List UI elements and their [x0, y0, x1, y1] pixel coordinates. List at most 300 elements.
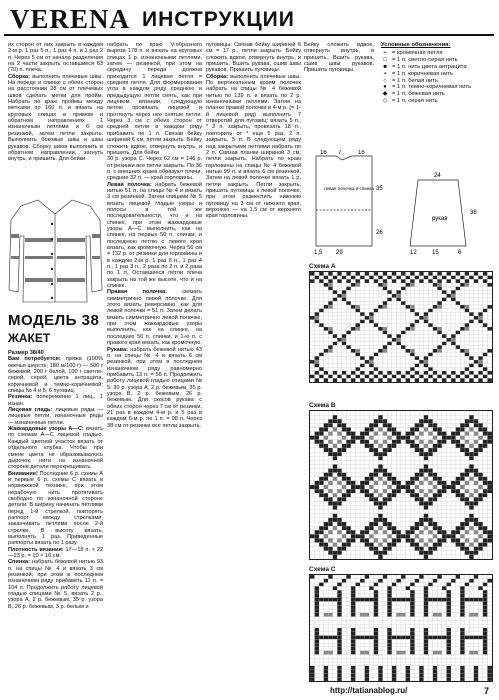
- chart-cell: [342, 323, 347, 327]
- chart-cell: [351, 331, 356, 335]
- chart-cell: [406, 440, 411, 444]
- chart-cell: [478, 609, 483, 613]
- chart-cell: [333, 294, 338, 298]
- chart-cell: [456, 353, 461, 357]
- chart-cell: [401, 547, 406, 551]
- chart-cell: [319, 555, 324, 559]
- chart-cell: [478, 323, 483, 327]
- chart-cell: [456, 609, 461, 613]
- chart-cell: [406, 272, 411, 276]
- chart-cell: [419, 651, 424, 655]
- chart-cell: [433, 538, 438, 542]
- chart-cell: [428, 338, 433, 342]
- chart-cell: [396, 290, 401, 294]
- chart-cell: [465, 530, 470, 534]
- chart-cell: [460, 301, 465, 305]
- chart-cell: [428, 555, 433, 559]
- chart-cell: [346, 356, 351, 360]
- chart-cell: [351, 353, 356, 357]
- chart-cell: [319, 298, 324, 302]
- chart-cell: [483, 518, 488, 522]
- chart-cell: [401, 360, 406, 364]
- chart-cell: [310, 590, 315, 594]
- jacquard-paragraph: Жаккардовые узоры А—С: вязать по схемам А—С лицевой гладью. Каждый цветной участок вязать от отдельного клубка. Чтобы при смене цвета не образовывалось дырочек, нити на изнаночной стороне детали перекрещивать.: [8, 426, 103, 471]
- chart-cell: [456, 617, 461, 621]
- chart-cell: [460, 367, 465, 371]
- chart-cell: [451, 334, 456, 338]
- chart-cell: [456, 590, 461, 594]
- chart-cell: [424, 543, 429, 547]
- chart-cell: [346, 602, 351, 606]
- chart-cell: [310, 415, 315, 419]
- chart-cell: [442, 594, 447, 598]
- chart-cell: [474, 538, 479, 542]
- chart-cell: [447, 331, 452, 335]
- chart-cell: [433, 514, 438, 518]
- chart-cell: [433, 583, 438, 587]
- chart-cell: [333, 334, 338, 338]
- chart-cell: [483, 356, 488, 360]
- chart-cell: [360, 375, 365, 379]
- chart-cell: [406, 613, 411, 617]
- chart-cell: [469, 651, 474, 655]
- col2-paragraph-2: 30 р. узора С. Через 62 см = 146 р. от резинки все петли закрыть. По 36 п. с внешних краев образуют плечи, средние 32 п. — край горловины.: [107, 156, 202, 182]
- chart-cell: [487, 609, 492, 613]
- back-paragraph: Спинка: набрать бежевой нитью 93 п. на спицы № 4 и вязать 3 см резинкой, при этом в последнем изнаночном ряду прибавить 11 п. = 104 п. Продолжить работу лицевой гладью спицами № 5, вязать 2 р., узора А, 2 р. бежевым, 35 р. узора В, 26 р. бежевым, 3 р. белым и: [8, 559, 103, 610]
- chart-cell: [469, 444, 474, 448]
- chart-cell: [337, 613, 342, 617]
- chart-cell: [424, 583, 429, 587]
- chart-cell: [319, 673, 324, 677]
- chart-cell: [474, 613, 479, 617]
- chart-cell: [483, 298, 488, 302]
- brand-logo: VERENA: [10, 4, 131, 34]
- legend-text: = 1 п. коричневая нить: [392, 70, 454, 77]
- chart-cell: [378, 460, 383, 464]
- chart-cell: [478, 356, 483, 360]
- chart-cell: [310, 639, 315, 643]
- chart-cell: [447, 290, 452, 294]
- chart-cell: [346, 411, 351, 415]
- chart-cell: [324, 658, 329, 662]
- chart-cell: [351, 444, 356, 448]
- chart-cell: [483, 551, 488, 555]
- chart-cell: [460, 423, 465, 427]
- chart-cell: [328, 367, 333, 371]
- chart-cell: [374, 440, 379, 444]
- chart-cell: [369, 436, 374, 440]
- chart-cell: [369, 636, 374, 640]
- chart-cell: [465, 620, 470, 624]
- chart-cell: [460, 489, 465, 493]
- chart-cell: [360, 639, 365, 643]
- chart-cell: [487, 371, 492, 375]
- chart-cell: [315, 673, 320, 677]
- chart-cell: [433, 526, 438, 530]
- chart-cell: [396, 628, 401, 632]
- chart-cell: [392, 444, 397, 448]
- chart-cell: [369, 530, 374, 534]
- chart-cell: [465, 617, 470, 621]
- chart-cell: [447, 334, 452, 338]
- chart-cell: [319, 594, 324, 598]
- chart-cell: [360, 415, 365, 419]
- chart-cell: [360, 477, 365, 481]
- chart-cell: [465, 448, 470, 452]
- chart-cell: [383, 639, 388, 643]
- chart-cell: [415, 501, 420, 505]
- chart-cell: [428, 551, 433, 555]
- chart-cell: [337, 436, 342, 440]
- chart-cell: [365, 522, 370, 526]
- chart-cell: [333, 290, 338, 294]
- chart-cell: [401, 473, 406, 477]
- chart-cell: [356, 320, 361, 324]
- chart-cell: [415, 583, 420, 587]
- chart-cell: [324, 456, 329, 460]
- chart-cell: [437, 673, 442, 677]
- chart-cell: [483, 448, 488, 452]
- chart-cell: [447, 506, 452, 510]
- chart-cell: [465, 658, 470, 662]
- chart-cell: [342, 594, 347, 598]
- chart-cell: [396, 510, 401, 514]
- chart-cell: [387, 485, 392, 489]
- chart-cell: [365, 287, 370, 291]
- chart-cell: [383, 501, 388, 505]
- chart-cell: [351, 605, 356, 609]
- sleeves-paragraph: Рукава: набрать бежевой нитью 43 п. на спицы № 4 и вязать 6 см резинкой, при этом в последнем изнаночном ряду равномерно прибавить 13 п. = 56 п. Продолжить работу лицевой гладью спицами № 5: 30 р. узора А, 2 р. бежевым, 35 р. узора В, 2 р. бежевым, 26 р. бежевым. Для скосов рукава с обеих сторон через 7 см от резинки, 21 раз в каждом 4-м р. и 5 раз в каждом 6-м р. по 1 п. = 98 п. Через 38 см от резинки все петли закрыть.: [107, 346, 202, 429]
- chart-cell: [451, 312, 456, 316]
- chart-cell: [456, 444, 461, 448]
- chart-cell: [337, 510, 342, 514]
- chart-cell: [396, 670, 401, 674]
- chart-cell: [483, 583, 488, 587]
- chart-cell: [460, 485, 465, 489]
- chart-cell: [465, 276, 470, 280]
- chart-cell: [383, 602, 388, 606]
- chart-cell: [478, 305, 483, 309]
- chart-cell: [369, 473, 374, 477]
- chart-cell: [337, 298, 342, 302]
- chart-cell: [319, 666, 324, 670]
- chart-cell: [456, 276, 461, 280]
- chart-cell: [433, 575, 438, 579]
- chart-cell: [478, 353, 483, 357]
- chart-cell: [356, 477, 361, 481]
- chart-cell: [442, 469, 447, 473]
- chart-cell: [342, 312, 347, 316]
- chart-cell: [378, 526, 383, 530]
- chart-cell: [310, 375, 315, 379]
- chart-cell: [478, 493, 483, 497]
- chart-cell: [460, 356, 465, 360]
- chart-cell: [469, 309, 474, 313]
- footer-url[interactable]: http://tatianablog.ru/: [330, 686, 408, 695]
- chart-cell: [460, 371, 465, 375]
- chart-cell: [396, 448, 401, 452]
- chart-cell: [410, 579, 415, 583]
- chart-cell: [469, 432, 474, 436]
- chart-cell: [460, 440, 465, 444]
- chart-cell: [419, 658, 424, 662]
- chart-cell: [433, 586, 438, 590]
- chart-cell: [383, 506, 388, 510]
- chart-cell: [378, 440, 383, 444]
- chart-cell: [396, 662, 401, 666]
- chart-cell: [401, 323, 406, 327]
- page-title: ИНСТРУКЦИИ: [142, 8, 295, 31]
- chart-cell: [374, 464, 379, 468]
- chart-cell: [410, 353, 415, 357]
- chart-cell: [447, 448, 452, 452]
- chart-cell: [360, 497, 365, 501]
- chart-cell: [360, 609, 365, 613]
- chart-cell: [478, 290, 483, 294]
- chart-cell: [460, 312, 465, 316]
- chart-cell: [410, 419, 415, 423]
- chart-cell: [401, 456, 406, 460]
- chart-cell: [460, 497, 465, 501]
- chart-cell: [433, 489, 438, 493]
- chart-cell: [360, 290, 365, 294]
- chart-cell: [487, 448, 492, 452]
- chart-cell: [474, 327, 479, 331]
- chart-cell: [433, 331, 438, 335]
- chart-cell: [369, 673, 374, 677]
- chart-cell: [365, 658, 370, 662]
- chart-cell: [483, 452, 488, 456]
- chart-cell: [437, 452, 442, 456]
- chart-cell: [342, 651, 347, 655]
- chart-cell: [369, 602, 374, 606]
- chart-cell: [374, 613, 379, 617]
- chart-cell: [415, 514, 420, 518]
- chart-cell: [392, 617, 397, 621]
- chart-cell: [433, 349, 438, 353]
- chart-cell: [419, 440, 424, 444]
- chart-cell: [315, 555, 320, 559]
- chart-cell: [324, 538, 329, 542]
- chart-cell: [342, 460, 347, 464]
- chart-cell: [442, 419, 447, 423]
- chart-cell: [483, 287, 488, 291]
- chart-cell: [356, 473, 361, 477]
- chart-cell: [433, 436, 438, 440]
- chart-cell: [447, 555, 452, 559]
- chart-cell: [319, 605, 324, 609]
- label-shoulder-a: 16: [320, 150, 327, 156]
- chart-cell: [401, 575, 406, 579]
- chart-cell: [333, 632, 338, 636]
- chart-cell: [387, 602, 392, 606]
- chart-cell: [378, 432, 383, 436]
- rib-paragraph: Резинка: попеременно 1 лиц., 1 изнан.: [8, 394, 103, 407]
- chart-cell: [324, 279, 329, 283]
- chart-cell: [342, 602, 347, 606]
- chart-cell: [474, 301, 479, 305]
- chart-cell: [478, 677, 483, 681]
- chart-cell: [346, 579, 351, 583]
- chart-cell: [428, 276, 433, 280]
- chart-cell: [360, 506, 365, 510]
- chart-cell: [328, 427, 333, 431]
- chart-cell: [465, 590, 470, 594]
- chart-cell: [487, 514, 492, 518]
- chart-cell: [433, 320, 438, 324]
- chart-cell: [324, 452, 329, 456]
- chart-cell: [483, 481, 488, 485]
- chart-cell: [460, 670, 465, 674]
- chart-cell: [469, 419, 474, 423]
- chart-cell: [487, 342, 492, 346]
- chart-cell: [460, 598, 465, 602]
- chart-cell: [337, 312, 342, 316]
- chart-cell: [419, 444, 424, 448]
- chart-cell: [369, 666, 374, 670]
- chart-cell: [346, 309, 351, 313]
- chart-cell: [328, 489, 333, 493]
- chart-cell: [387, 628, 392, 632]
- chart-cell: [456, 579, 461, 583]
- chart-cell: [319, 290, 324, 294]
- chart-cell: [392, 506, 397, 510]
- chart-cell: [442, 323, 447, 327]
- chart-cell: [319, 287, 324, 291]
- chart-cell: [365, 547, 370, 551]
- chart-cell: [319, 534, 324, 538]
- chart-cell: [415, 283, 420, 287]
- chart-cell: [383, 651, 388, 655]
- chart-cell: [324, 543, 329, 547]
- chart-cell: [401, 579, 406, 583]
- chart-cell: [456, 460, 461, 464]
- chart-cell: [360, 371, 365, 375]
- chart-cell: [337, 598, 342, 602]
- chart-cell: [428, 469, 433, 473]
- chart-cell: [451, 543, 456, 547]
- chart-cell: [392, 323, 397, 327]
- chart-cell: [342, 448, 347, 452]
- chart-cell: [483, 411, 488, 415]
- chart-cell: [387, 655, 392, 659]
- chart-cell: [378, 493, 383, 497]
- chart-cell: [456, 624, 461, 628]
- chart-cell: [410, 609, 415, 613]
- chart-cell: [451, 670, 456, 674]
- chart-cell: [356, 371, 361, 375]
- chart-cell: [465, 598, 470, 602]
- chart-cell: [442, 551, 447, 555]
- chart-cell: [487, 309, 492, 313]
- chart-cell: [374, 294, 379, 298]
- chart-cell: [369, 287, 374, 291]
- chart-cell: [310, 666, 315, 670]
- chart-cell: [451, 609, 456, 613]
- chart-cell: [315, 415, 320, 419]
- chart-cell: [451, 279, 456, 283]
- chart-cell: [419, 620, 424, 624]
- chart-cell: [428, 423, 433, 427]
- chart-cell: [433, 469, 438, 473]
- chart-cell: [474, 594, 479, 598]
- chart-cell: [410, 632, 415, 636]
- chart-cell: [415, 323, 420, 327]
- chart-cell: [415, 419, 420, 423]
- chart-cell: [387, 375, 392, 379]
- chart-cell: [415, 586, 420, 590]
- chart-cell: [346, 534, 351, 538]
- chart-cell: [387, 283, 392, 287]
- chart-cell: [310, 353, 315, 357]
- chart-cell: [337, 590, 342, 594]
- chart-cell: [396, 323, 401, 327]
- chart-cell: [433, 530, 438, 534]
- chart-cell: [351, 279, 356, 283]
- chart-cell: [392, 609, 397, 613]
- chart-cell: [419, 415, 424, 419]
- legend-item: [381, 57, 493, 64]
- chart-cell: [392, 670, 397, 674]
- chart-cell: [483, 323, 488, 327]
- chart-cell: [442, 651, 447, 655]
- chart-cell: [410, 448, 415, 452]
- chart-cell: [310, 538, 315, 542]
- chart-cell: [483, 360, 488, 364]
- chart-cell: [346, 353, 351, 357]
- chart-cell: [328, 518, 333, 522]
- chart-cell: [410, 598, 415, 602]
- chart-cell: [424, 301, 429, 305]
- chart-cell: [360, 411, 365, 415]
- chart-cell: [442, 415, 447, 419]
- page-header: [4, 2, 374, 32]
- chart-cell: [428, 639, 433, 643]
- chart-cell: [383, 456, 388, 460]
- chart-cell: [451, 456, 456, 460]
- chart-cell: [469, 518, 474, 522]
- chart-cell: [451, 555, 456, 559]
- chart-cell: [460, 364, 465, 368]
- chart-cell: [410, 367, 415, 371]
- chart-cell: [456, 594, 461, 598]
- chart-cell: [447, 378, 452, 382]
- chart-cell: [319, 460, 324, 464]
- chart-cell: [383, 301, 388, 305]
- chart-cell: [360, 298, 365, 302]
- chart-cell: [465, 440, 470, 444]
- chart-cell: [356, 378, 361, 382]
- chart-cell: [428, 356, 433, 360]
- chart-cell: [401, 636, 406, 640]
- chart-cell: [360, 312, 365, 316]
- chart-cell: [383, 464, 388, 468]
- chart-cell: [360, 485, 365, 489]
- chart-cell: [315, 514, 320, 518]
- chart-cell: [310, 290, 315, 294]
- chart-cell: [478, 673, 483, 677]
- chart-cell: [396, 677, 401, 681]
- chart-cell: [333, 530, 338, 534]
- chart-cell: [410, 594, 415, 598]
- chart-cell: [369, 371, 374, 375]
- chart-cell: [415, 636, 420, 640]
- chart-cell: [447, 283, 452, 287]
- chart-cell: [369, 489, 374, 493]
- chart-cell: [487, 530, 492, 534]
- chart-cell: [374, 651, 379, 655]
- chart-cell: [360, 501, 365, 505]
